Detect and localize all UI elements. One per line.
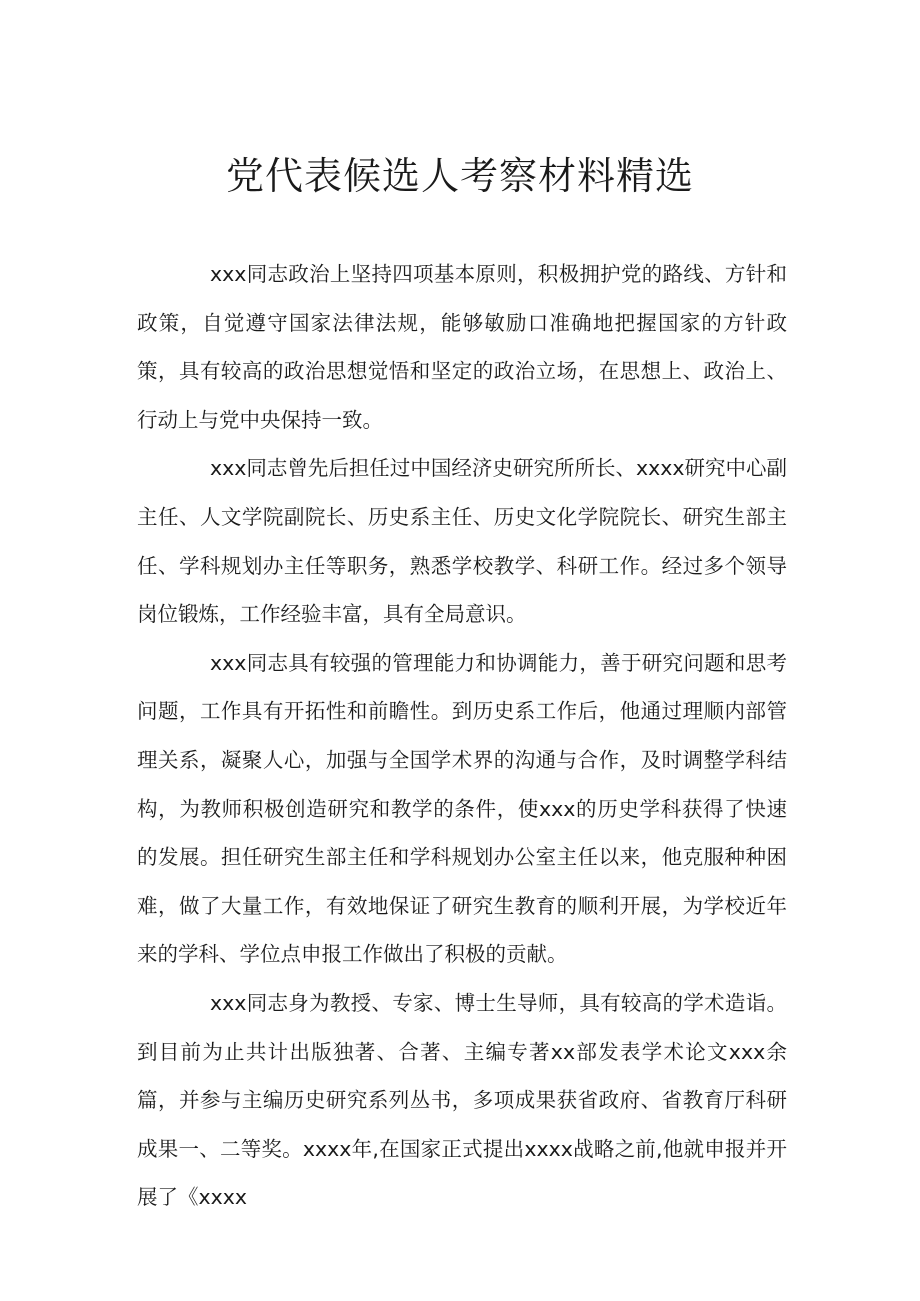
document-body xyxy=(137,250,787,1222)
paragraph-academic-achievements: xxx同志身为教授、专家、博士生导师，具有较高的学术造诣。到目前为止共计出版独著、合著、主编专著xx部发表学术论文xxx余篇，并参与主编历史研究系列丛书，多项成果获省政府、省教育厅科研成果一、二等奖。xxxx年,在国家正式提出xxxx战略之前,他就申报并开展了《xxxx xyxy=(137,990,787,1210)
document-title: 党代表候选人考察材料精选 xyxy=(225,154,694,198)
paragraph-positions-held: xxx同志曾先后担任过中国经济史研究所所长、xxxx研究中心副主任、人文学院副院长、历史系主任、历史文化学院院长、研究生部主任、学科规划办主任等职务，熟悉学校教学、科研工作。经过多个领导岗位锻炼，工作经验丰富，具有全局意识。 xyxy=(137,456,787,627)
paragraph-management-ability: xxx同志具有较强的管理能力和协调能力，善于研究问题和思考问题，工作具有开拓性和前瞻性。到历史系工作后，他通过理顺内部管理关系，凝聚人心，加强与全国学术界的沟通与合作，及时调整学科结构，为教师积极创造研究和教学的条件，使xxx的历史学科获得了快速的发展。担任研究生部主任和学科规划办公室主任以来，他克服种种困难，做了大量工作，有效地保证了研究生教育的顺利开展，为学校近年来的学科、学位点申报工作做出了积极的贡献。 xyxy=(137,650,787,967)
paragraph-political-stance: xxx同志政治上坚持四项基本原则，积极拥护党的路线、方针和政策，自觉遵守国家法律法规，能够敏励口准确地把握国家的方针政策，具有较高的政治思想觉悟和坚定的政治立场，在思想上、政治上、行动上与党中央保持一致。 xyxy=(137,262,787,432)
